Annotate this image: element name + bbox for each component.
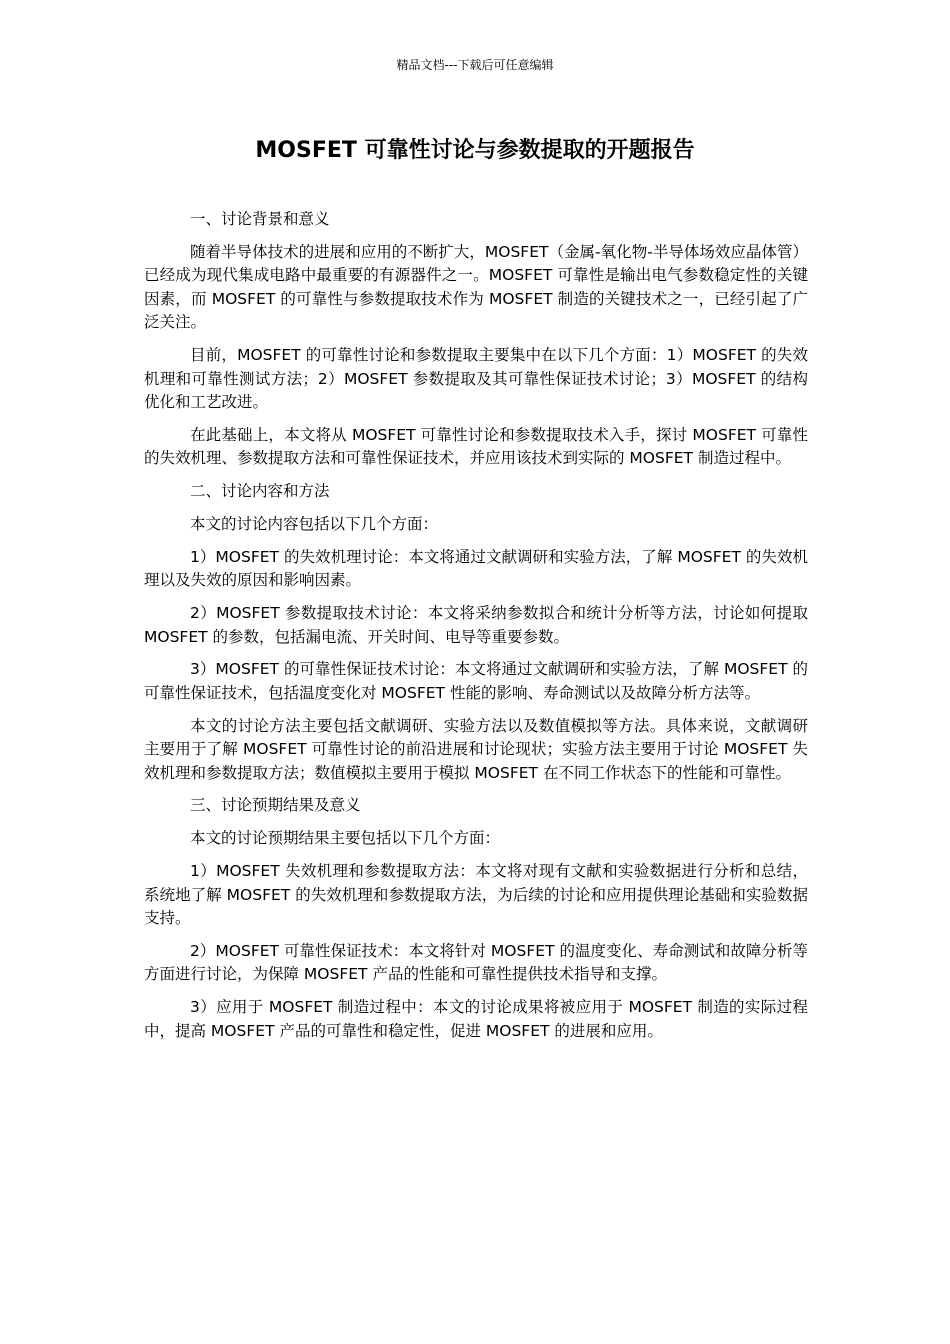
paragraph: 本文的讨论内容包括以下几个方面： (190, 514, 439, 533)
paragraph: 目前，MOSFET 的可靠性讨论和参数提取主要集中在以下几个方面：1）MOSFET 的失效机理和可靠性测试方法；2）MOSFET 参数提取及其可靠性保证技术讨论；3）MOSFET 的结构优化和工艺改进。 (144, 346, 808, 412)
section-background (144, 208, 808, 471)
section-heading: 三、讨论预期结果及意义 (190, 796, 361, 815)
section-heading: 一、讨论背景和意义 (190, 210, 330, 228)
document-title: MOSFET 可靠性讨论与参数提取的开题报告 (255, 138, 695, 163)
paragraph: 3）应用于 MOSFET 制造过程中：本文的讨论成果将被应用于 MOSFET 制造的实际过程中，提高 MOSFET 产品的可靠性和稳定性，促进 MOSFET 的进展和应用。 (144, 998, 808, 1040)
paragraph: 2）MOSFET 可靠性保证技术：本文将针对 MOSFET 的温度变化、寿命测试和故障分析等方面进行讨论，为保障 MOSFET 产品的性能和可靠性提供技术指导和支撑。 (144, 941, 808, 984)
document-body (144, 208, 808, 1052)
paragraph: 2）MOSFET 参数提取技术讨论：本文将采纳参数拟合和统计分析等方法，讨论如何提取 MOSFET 的参数，包括漏电流、开关时间、电导等重要参数。 (144, 604, 808, 646)
paragraph: 在此基础上，本文将从 MOSFET 可靠性讨论和参数提取技术入手，探讨 MOSFET 可靠性的失效机理、参数提取方法和可靠性保证技术，并应用该技术到实际的 MOSFET 制造过程中。 (144, 425, 808, 468)
section-heading: 二、讨论内容和方法 (190, 482, 330, 501)
paragraph: 本文的讨论方法主要包括文献调研、实验方法以及数值模拟等方法。具体来说，文献调研主要用于了解 MOSFET 可靠性讨论的前沿进展和讨论现状；实验方法主要用于讨论 MOSFET 失效机理和参数提取方法；数值模拟主要用于模拟 MOSFET 在不同工作状态下的性能和可靠性。 (144, 716, 808, 782)
paragraph: 随着半导体技术的进展和应用的不断扩大，MOSFET（金属-氧化物-半导体场效应晶体管）已经成为现代集成电路中最重要的有源器件之一。MOSFET 可靠性是输出电气参数稳定性的关键因素，而 MOSFET 的可靠性与参数提取技术作为 MOSFET 制造的关键技术之一，已经引起了广泛关注。 (144, 242, 808, 332)
paragraph: 本文的讨论预期结果主要包括以下几个方面： (190, 829, 501, 848)
paragraph: 1）MOSFET 失效机理和参数提取方法：本文将对现有文献和实验数据进行分析和总结，系统地了解 MOSFET 的失效机理和参数提取方法，为后续的讨论和应用提供理论基础和实验数据支持。 (144, 862, 808, 928)
section-content-methods (144, 480, 808, 785)
section-expected-results (144, 794, 808, 1043)
paragraph: 3）MOSFET 的可靠性保证技术讨论：本文将通过文献调研和实验方法，了解 MOSFET 的可靠性保证技术，包括温度变化对 MOSFET 性能的影响、寿命测试以及故障分析方法等。 (144, 660, 808, 702)
paragraph: 1）MOSFET 的失效机理讨论：本文将通过文献调研和实验方法，了解 MOSFET 的失效机理以及失效的原因和影响因素。 (144, 547, 808, 590)
header-note: 精品文档---下载后可任意编辑 (396, 58, 554, 72)
